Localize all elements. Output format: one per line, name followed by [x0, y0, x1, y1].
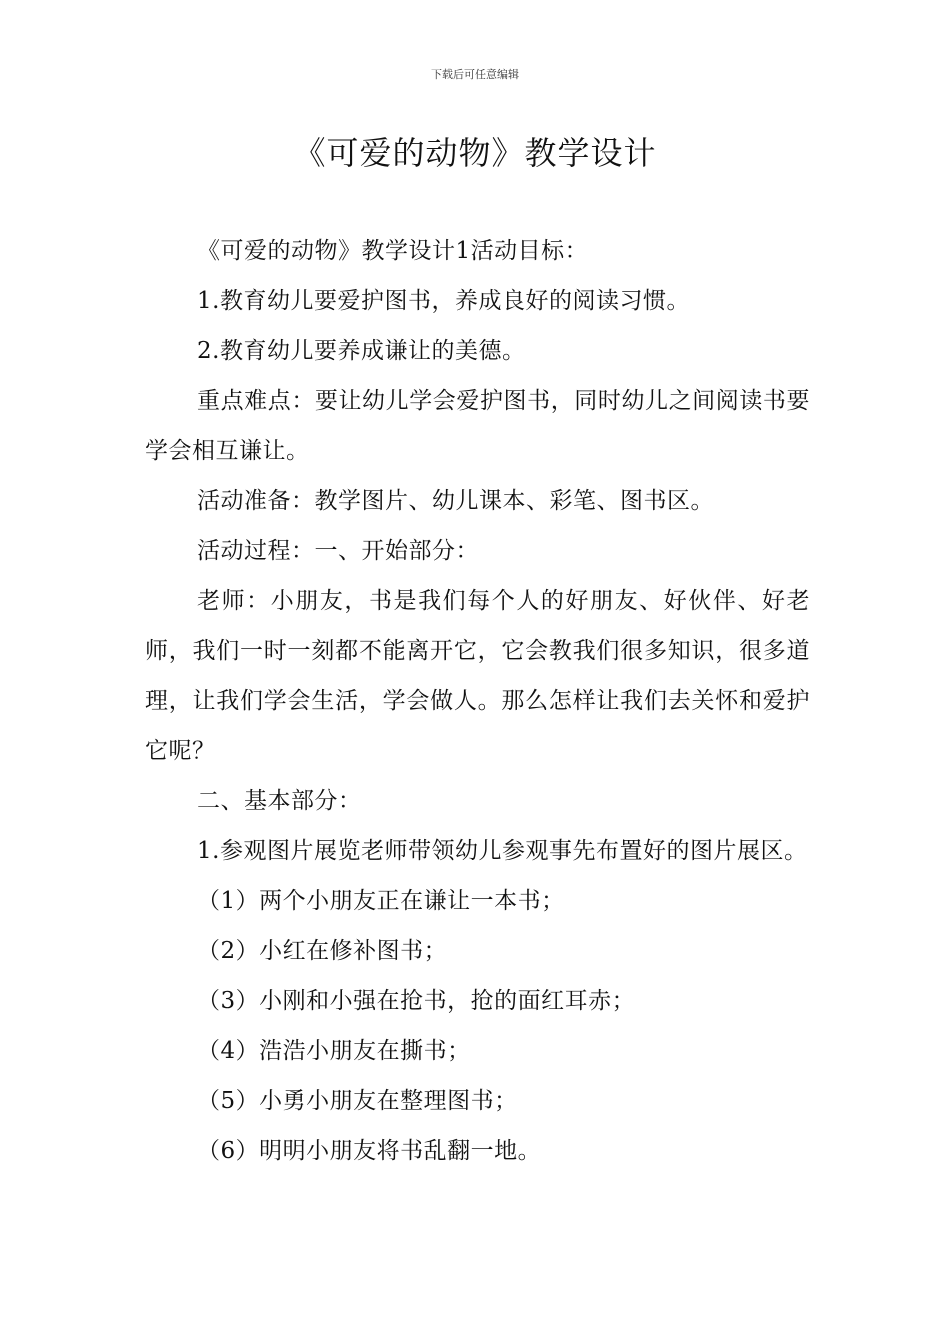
list-item: （5）小勇小朋友在整理图书；: [197, 1088, 518, 1114]
paragraph-process-start: 活动过程：一、开始部分：: [197, 538, 479, 564]
paragraph-basic-part: 二、基本部分：: [197, 788, 362, 814]
list-item: （6）明明小朋友将书乱翻一地。: [197, 1138, 542, 1164]
document-body: [145, 226, 810, 1176]
paragraph-goal-1: 1.教育幼儿要爱护图书，养成良好的阅读习惯。: [197, 288, 690, 314]
paragraph-intro: 《可爱的动物》教学设计1活动目标：: [197, 238, 589, 264]
list-item: （3）小刚和小强在抢书，抢的面红耳赤；: [197, 988, 636, 1014]
paragraph-exhibition: 1.参观图片展览老师带领幼儿参观事先布置好的图片展区。: [197, 838, 808, 864]
list-item: （1）两个小朋友正在谦让一本书；: [197, 888, 565, 914]
header-note: 下载后可任意编辑: [431, 68, 519, 81]
document-title: 《可爱的动物》教学设计: [293, 134, 657, 172]
list-item: （4）浩浩小朋友在撕书；: [197, 1038, 471, 1064]
paragraph-goal-2: 2.教育幼儿要养成谦让的美德。: [197, 338, 526, 364]
paragraph-teacher-speech: 老师：小朋友，书是我们每个人的好朋友、好伙伴、好老师，我们一时一刻都不能离开它，它会教我们很多知识，很多道理，让我们学会生活，学会做人。那么怎样让我们去关怀和爱护它呢？: [145, 588, 810, 764]
paragraph-preparation: 活动准备：教学图片、幼儿课本、彩笔、图书区。: [197, 488, 714, 514]
paragraph-key-points: 重点难点：要让幼儿学会爱护图书，同时幼儿之间阅读书要学会相互谦让。: [145, 388, 810, 464]
list-item: （2）小红在修补图书；: [197, 938, 448, 964]
